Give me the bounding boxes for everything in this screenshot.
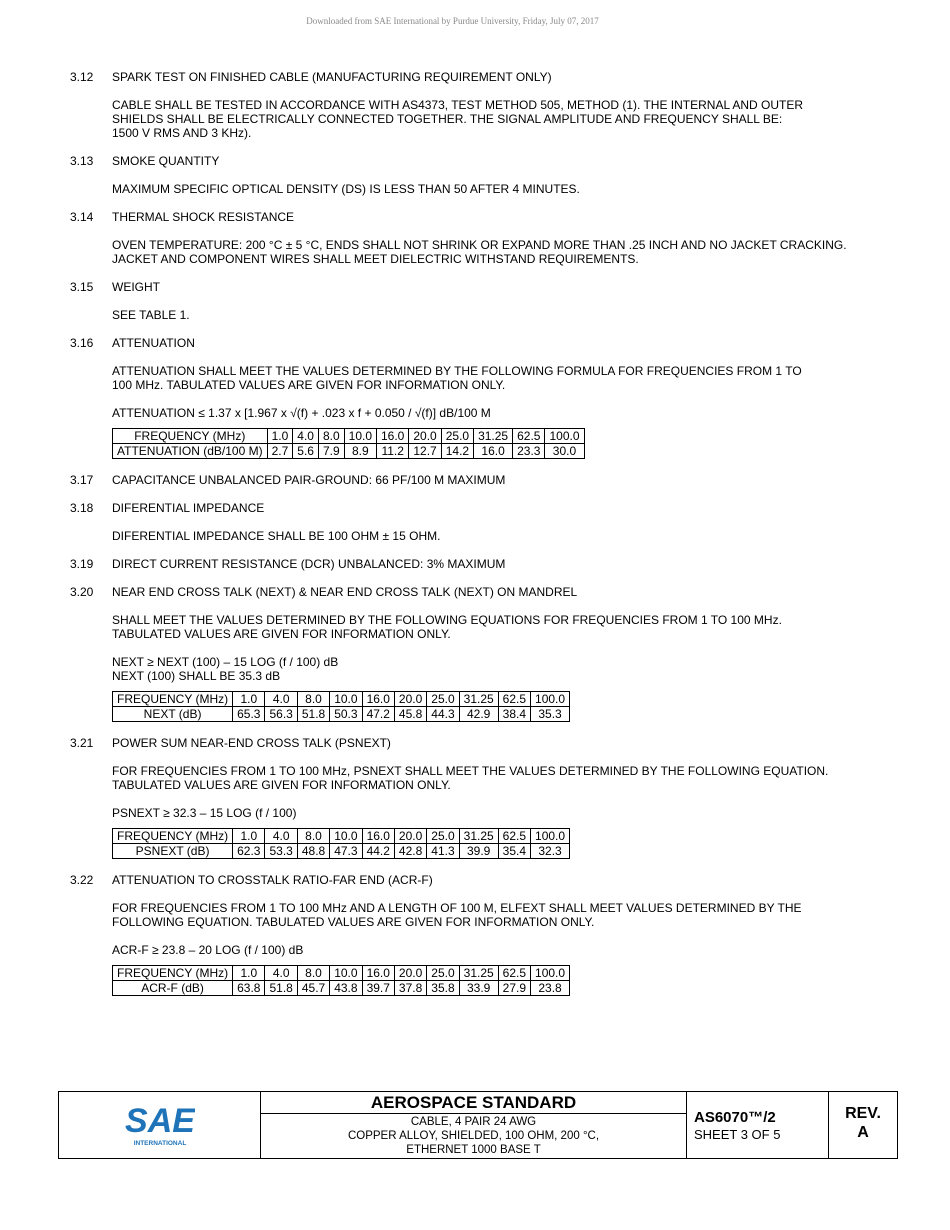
section-heading [70,873,900,887]
paragraph-line: TABULATED VALUES ARE GIVEN FOR INFORMATION ONLY. [112,778,451,792]
table-cell: 35.3 [531,707,570,722]
table-cell: 25.0 [441,429,473,444]
revision-label: REV. [845,1105,881,1122]
table-cell: 44.2 [362,844,394,859]
table-row [113,844,570,859]
sae-logo-cell [59,1092,261,1158]
table-cell: 10.0 [330,692,362,707]
table-cell: 10.0 [344,429,376,444]
table-row [113,692,570,707]
paragraph [112,655,900,683]
table-cell: 12.7 [409,444,441,459]
table-cell: 31.25 [459,692,498,707]
section-number: 3.22 [70,873,94,887]
values-table [112,965,570,996]
values-table [112,428,585,459]
paragraph-line: MAXIMUM SPECIFIC OPTICAL DENSITY (DS) IS LESS THAN 50 AFTER 4 MINUTES. [112,182,580,196]
table-cell: 56.3 [265,707,297,722]
table-cell: 25.0 [427,966,459,981]
cable-description [261,1114,686,1158]
paragraph-line: CABLE SHALL BE TESTED IN ACCORDANCE WITH AS4373, TEST METHOD 505, METHOD (1). THE INTERNAL AND OUTER [112,98,804,112]
table-cell: 63.8 [233,981,265,996]
table-cell: 16.0 [362,966,394,981]
section-title: NEAR END CROSS TALK (NEXT) & NEAR END CROSS TALK (NEXT) ON MANDREL [112,585,578,599]
table-cell: 4.0 [265,692,297,707]
table-cell: 5.6 [293,444,319,459]
table-cell: 31.25 [459,829,498,844]
table-cell: 1.0 [267,429,293,444]
paragraph-line: ACR-F ≥ 23.8 – 20 LOG (f / 100) dB [112,943,304,957]
paragraph [112,529,900,543]
paragraph [112,764,900,792]
table-cell: 51.8 [297,707,329,722]
table-cell: 45.8 [394,707,426,722]
table-cell: 20.0 [409,429,441,444]
section-3-17 [70,473,900,487]
section-number: 3.20 [70,585,94,599]
table-cell: 44.3 [427,707,459,722]
section-title: ATTENUATION TO CROSSTALK RATIO-FAR END (ACR-F) [112,873,433,887]
section-3-22 [70,873,900,996]
table-cell: 62.5 [498,829,530,844]
paragraph [112,98,900,140]
paragraph [112,943,900,957]
section-heading [70,210,900,224]
section-heading [70,585,900,599]
table-row [113,429,585,444]
paragraph [112,406,900,420]
paragraph [112,238,900,266]
section-title: SMOKE QUANTITY [112,154,220,168]
table-row [113,707,570,722]
section-title: DIFERENTIAL IMPEDANCE [112,501,265,515]
table-cell: 100.0 [531,966,570,981]
table-cell: 100.0 [531,692,570,707]
table-cell: 16.0 [362,829,394,844]
table-cell: 30.0 [545,444,584,459]
document-body [70,70,900,1010]
table-cell: 11.2 [377,444,409,459]
table-cell: 7.9 [318,444,344,459]
section-title: DIRECT CURRENT RESISTANCE (DCR) UNBALANCED: 3% MAXIMUM [112,557,506,571]
table-cell: 8.0 [318,429,344,444]
table-cell: 47.2 [362,707,394,722]
table-row-header: FREQUENCY (MHz) [113,429,268,444]
paragraph-line: ATTENUATION ≤ 1.37 x [1.967 x √(f) + .023 x f + 0.050 / √(f)] dB/100 M [112,406,491,420]
section-3-21 [70,736,900,859]
table-cell: 1.0 [233,829,265,844]
table-cell: 8.0 [297,829,329,844]
paragraph-line: FOR FREQUENCIES FROM 1 TO 100 MHz AND A LENGTH OF 100 M, ELFEXT SHALL MEET VALUES DETERMINED BY THE [112,901,802,915]
paragraph-line: FOLLOWING EQUATION. TABULATED VALUES ARE GIVEN FOR INFORMATION ONLY. [112,915,595,929]
paragraph [112,308,900,322]
paragraph-line: NEXT ≥ NEXT (100) – 15 LOG (f / 100) dB [112,655,339,669]
title-block [58,1091,898,1159]
description-line: CABLE, 4 PAIR 24 AWG [410,1116,537,1128]
table-cell: 1.0 [233,966,265,981]
table-row-header: FREQUENCY (MHz) [113,692,233,707]
table-row-header: FREQUENCY (MHz) [113,829,233,844]
section-number: 3.19 [70,557,94,571]
table-cell: 100.0 [531,829,570,844]
table-cell: 16.0 [377,429,409,444]
section-heading [70,280,900,294]
table-cell: 16.0 [474,444,513,459]
section-heading [70,473,900,487]
section-title: POWER SUM NEAR-END CROSS TALK (PSNEXT) [112,736,391,750]
table-cell: 20.0 [394,966,426,981]
section-heading [70,154,900,168]
table-cell: 31.25 [459,966,498,981]
table-cell: 4.0 [293,429,319,444]
table-cell: 62.5 [498,966,530,981]
paragraph-line: 100 MHz. TABULATED VALUES ARE GIVEN FOR INFORMATION ONLY. [112,378,506,392]
section-title: WEIGHT [112,280,160,294]
sheet-number: SHEET 3 OF 5 [694,1127,781,1142]
table-cell: 35.4 [498,844,530,859]
table-cell: 62.3 [233,844,265,859]
paragraph-line: FOR FREQUENCIES FROM 1 TO 100 MHz, PSNEXT SHALL MEET THE VALUES DETERMINED BY THE FOLLOWING EQUATION. [112,764,829,778]
standard-title: AEROSPACE STANDARD [261,1092,686,1114]
section-number: 3.16 [70,336,94,350]
table-cell: 62.5 [498,692,530,707]
table-cell: 25.0 [427,829,459,844]
section-number: 3.15 [70,280,94,294]
section-number: 3.17 [70,473,94,487]
section-number: 3.12 [70,70,94,84]
table-row-header: NEXT (dB) [113,707,233,722]
section-number: 3.13 [70,154,94,168]
paragraph-line: JACKET AND COMPONENT WIRES SHALL MEET DIELECTRIC WITHSTAND REQUIREMENTS. [112,252,639,266]
table-row-header: FREQUENCY (MHz) [113,966,233,981]
table-cell: 100.0 [545,429,584,444]
values-table [112,691,570,722]
table-cell: 53.3 [265,844,297,859]
section-heading [70,736,900,750]
table-cell: 62.5 [513,429,545,444]
document-number-cell [687,1092,829,1158]
paragraph-line: TABULATED VALUES ARE GIVEN FOR INFORMATION ONLY. [112,627,451,641]
revision-value: A [857,1124,869,1141]
paragraph-line: PSNEXT ≥ 32.3 – 15 LOG (f / 100) [112,806,297,820]
description-line: COPPER ALLOY, SHIELDED, 100 OHM, 200 °C, [347,1130,600,1142]
download-watermark: Downloaded from SAE International by Purdue University, Friday, July 07, 2017 [306,16,599,26]
table-cell: 1.0 [233,692,265,707]
table-cell: 37.8 [394,981,426,996]
logo-subtext: INTERNATIONAL [133,1140,186,1147]
table-cell: 42.8 [394,844,426,859]
table-cell: 35.8 [427,981,459,996]
section-number: 3.14 [70,210,94,224]
section-title: ATTENUATION [112,336,195,350]
description-line: ETHERNET 1000 BASE T [406,1144,541,1156]
paragraph [112,613,900,641]
table-cell: 20.0 [394,829,426,844]
section-3-18 [70,501,900,543]
table-cell: 8.9 [344,444,376,459]
section-heading [70,70,900,84]
section-3-12 [70,70,900,140]
table-cell: 10.0 [330,966,362,981]
document-number: AS6070™/2 [694,1109,776,1126]
table-cell: 23.3 [513,444,545,459]
table-cell: 48.8 [297,844,329,859]
table-cell: 4.0 [265,966,297,981]
logo-mark: SAE [124,1102,195,1140]
table-cell: 50.3 [330,707,362,722]
table-cell: 10.0 [330,829,362,844]
table-cell: 47.3 [330,844,362,859]
section-heading [70,557,900,571]
paragraph-line: ATTENUATION SHALL MEET THE VALUES DETERMINED BY THE FOLLOWING FORMULA FOR FREQUENCIES FROM 1 TO [112,364,802,378]
table-row [113,966,570,981]
table-cell: 51.8 [265,981,297,996]
table-row-header: PSNEXT (dB) [113,844,233,859]
section-heading [70,336,900,350]
table-row [113,444,585,459]
section-3-13 [70,154,900,196]
table-cell: 45.7 [297,981,329,996]
paragraph [112,182,900,196]
paragraph-line: SHALL MEET THE VALUES DETERMINED BY THE FOLLOWING EQUATIONS FOR FREQUENCIES FROM 1 TO 100 MHz. [112,613,782,627]
table-cell: 32.3 [531,844,570,859]
revision-cell [829,1092,897,1158]
table-cell: 33.9 [459,981,498,996]
table-cell: 41.3 [427,844,459,859]
section-number: 3.18 [70,501,94,515]
table-cell: 16.0 [362,692,394,707]
section-heading [70,501,900,515]
table-cell: 39.7 [362,981,394,996]
table-cell: 65.3 [233,707,265,722]
table-row [113,829,570,844]
paragraph-line: SHIELDS SHALL BE ELECTRICALLY CONNECTED TOGETHER. THE SIGNAL AMPLITUDE AND FREQUENCY SHALL BE: [112,112,783,126]
paragraph-line: OVEN TEMPERATURE: 200 °C ± 5 °C, ENDS SHALL NOT SHRINK OR EXPAND MORE THAN .25 INCH AND NO JACKET CRACKING. [112,238,847,252]
section-3-15 [70,280,900,322]
section-title: CAPACITANCE UNBALANCED PAIR-GROUND: 66 PF/100 M MAXIMUM [112,473,506,487]
table-cell: 23.8 [531,981,570,996]
paragraph-line: DIFERENTIAL IMPEDANCE SHALL BE 100 OHM ± 15 OHM. [112,529,441,543]
values-table [112,828,570,859]
paragraph [112,364,900,392]
table-row [113,981,570,996]
paragraph [112,901,900,929]
table-row-header: ATTENUATION (dB/100 M) [113,444,268,459]
table-cell: 39.9 [459,844,498,859]
table-cell: 43.8 [330,981,362,996]
table-cell: 8.0 [297,966,329,981]
section-3-14 [70,210,900,266]
section-3-16 [70,336,900,459]
table-cell: 31.25 [474,429,513,444]
table-cell: 20.0 [394,692,426,707]
section-3-20 [70,585,900,722]
table-cell: 14.2 [441,444,473,459]
paragraph [112,806,900,820]
table-cell: 27.9 [498,981,530,996]
paragraph-line: NEXT (100) SHALL BE 35.3 dB [112,669,281,683]
title-description-cell [261,1092,687,1158]
section-number: 3.21 [70,736,94,750]
table-cell: 25.0 [427,692,459,707]
table-cell: 42.9 [459,707,498,722]
section-title: SPARK TEST ON FINISHED CABLE (MANUFACTURING REQUIREMENT ONLY) [112,70,552,84]
sae-international-logo [125,1102,195,1148]
table-row-header: ACR-F (dB) [113,981,233,996]
section-title: THERMAL SHOCK RESISTANCE [112,210,295,224]
table-cell: 4.0 [265,829,297,844]
table-cell: 8.0 [297,692,329,707]
section-3-19 [70,557,900,571]
table-cell: 2.7 [267,444,293,459]
table-cell: 38.4 [498,707,530,722]
paragraph-line: SEE TABLE 1. [112,308,190,322]
paragraph-line: 1500 V RMS AND 3 KHz). [112,126,252,140]
